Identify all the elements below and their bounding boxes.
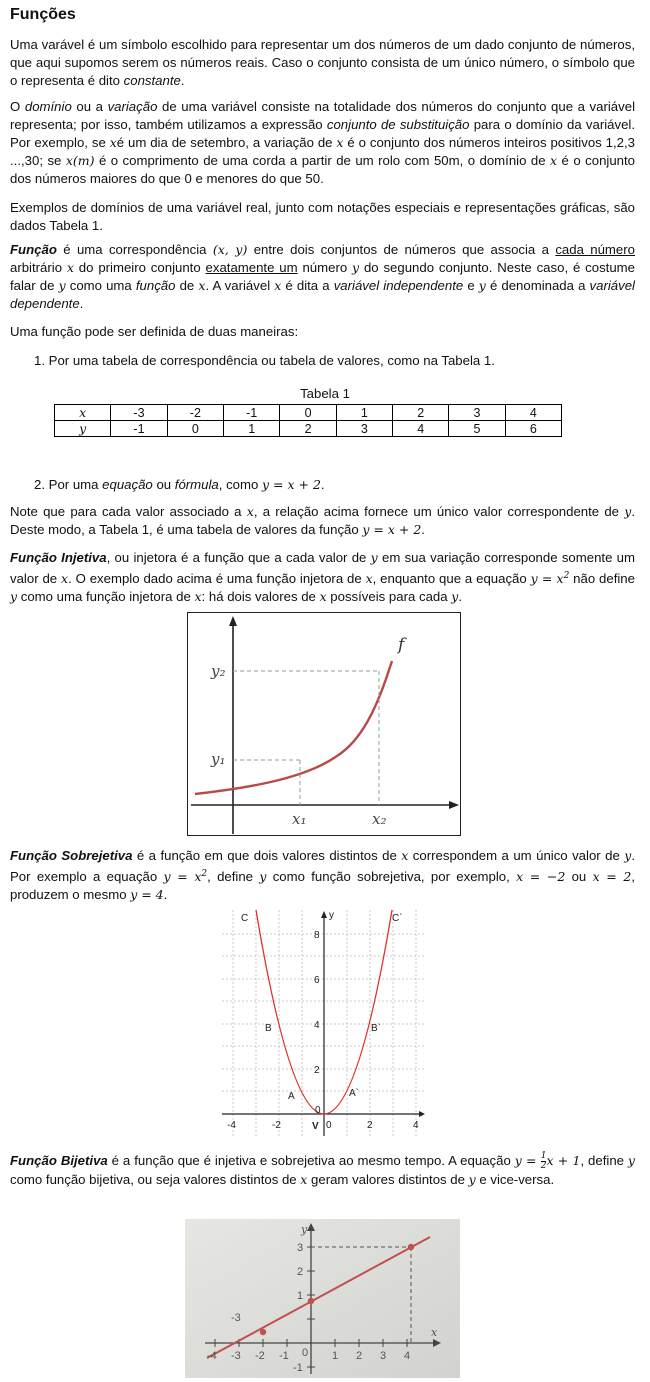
text: como uma bbox=[65, 278, 136, 293]
math-x: x bbox=[198, 278, 206, 293]
paragraph-funcao-definition bbox=[10, 241, 635, 313]
table-cell: -3 bbox=[111, 405, 167, 421]
text: . bbox=[180, 73, 185, 88]
tick-y-8: 8 bbox=[314, 930, 320, 941]
math-y: y bbox=[10, 589, 18, 605]
text: : há dois valores de bbox=[201, 589, 320, 605]
label-neg3: -3 bbox=[231, 1312, 241, 1324]
tick-x-neg4: -4 bbox=[207, 1350, 217, 1362]
math-x: x bbox=[300, 1172, 308, 1187]
paragraph-bijetiva bbox=[10, 1152, 635, 1189]
label-x2: x₂ bbox=[372, 810, 387, 828]
table-cell: -1 bbox=[111, 421, 167, 437]
term-funcao-italic: função bbox=[135, 278, 176, 293]
math-y: y bbox=[370, 550, 378, 565]
math-x: x bbox=[66, 260, 74, 275]
term-formula: fórmula bbox=[174, 477, 219, 492]
table-cell: 4 bbox=[505, 405, 561, 421]
label-x1: x₁ bbox=[292, 810, 307, 828]
figure-border bbox=[188, 613, 461, 836]
label-y1: y₁ bbox=[211, 750, 226, 768]
text: arbitrário bbox=[10, 260, 67, 275]
text: é a função que é injetiva e sobrejetiva ao mesmo tempo. A equação bbox=[107, 1153, 515, 1168]
superscript: 2 bbox=[201, 869, 208, 879]
text: é a função em que dois valores distintos de bbox=[132, 848, 402, 863]
text: ou bbox=[152, 477, 175, 492]
paragraph-two-ways: Uma função pode ser definida de duas maneiras: bbox=[10, 324, 299, 339]
text: entre dois conjuntos de números que associa a bbox=[247, 242, 556, 257]
injective-function-figure bbox=[187, 612, 461, 836]
math-y: y bbox=[352, 260, 360, 275]
text: não define bbox=[569, 571, 635, 587]
values-table bbox=[54, 404, 562, 437]
text: . Deste modo, a Tabela 1, é uma tabela de valores da função bbox=[10, 504, 635, 537]
label-C: C bbox=[241, 913, 249, 924]
x-axis-arrow bbox=[419, 1111, 425, 1117]
math-equation: y = x + 2 bbox=[262, 477, 321, 492]
table-cell: 0 bbox=[280, 405, 336, 421]
text: como função bijetiva, ou seja valores distintos de bbox=[10, 1172, 301, 1187]
math-y: y bbox=[468, 1172, 476, 1187]
table-cell: 3 bbox=[336, 421, 392, 437]
text: é o conjunto dos números inteiros positivos 1,2,3 ...,30; se bbox=[10, 135, 635, 168]
term-funcao-bijetiva: Função Bijetiva bbox=[10, 1153, 108, 1168]
tick-x-2: 2 bbox=[367, 1120, 373, 1131]
text: 2. Por uma bbox=[34, 477, 103, 492]
bijective-function-figure bbox=[185, 1219, 460, 1378]
table-cell: -2 bbox=[167, 405, 223, 421]
parabola-figure bbox=[222, 910, 425, 1136]
label-B: B bbox=[265, 1023, 272, 1034]
x-axis-arrow bbox=[449, 801, 459, 809]
math-x: x bbox=[109, 135, 117, 150]
math-x: x bbox=[319, 589, 327, 605]
label-y: y bbox=[329, 910, 334, 921]
text: y = bbox=[514, 1153, 541, 1168]
math-equation: y = 4 bbox=[130, 887, 164, 903]
text: . Por exemplo a equação bbox=[10, 848, 635, 885]
term-funcao-sobrejetiva: Função Sobrejetiva bbox=[10, 848, 133, 863]
math-y: y bbox=[259, 869, 267, 885]
table-cell: 2 bbox=[280, 421, 336, 437]
math-x: x bbox=[61, 571, 69, 587]
label-x: x bbox=[431, 1326, 438, 1339]
paragraph-domain bbox=[10, 98, 635, 188]
math-equation bbox=[514, 1151, 581, 1171]
label-A-prime: A` bbox=[349, 1088, 359, 1099]
tick-y-neg1: -1 bbox=[293, 1362, 303, 1374]
text: de bbox=[175, 278, 199, 293]
point-4-3 bbox=[408, 1244, 414, 1250]
table-head-y: y bbox=[55, 421, 111, 437]
denominator: 2 bbox=[540, 1161, 547, 1171]
y-axis-arrow bbox=[229, 616, 237, 626]
numerator: 1 bbox=[540, 1151, 547, 1161]
table-cell: 0 bbox=[167, 421, 223, 437]
function-curve bbox=[195, 661, 392, 794]
text: do segundo conjunto. Neste caso, é costume falar de bbox=[10, 260, 635, 293]
tick-y-2: 2 bbox=[314, 1065, 320, 1076]
table-cell: 1 bbox=[224, 421, 280, 437]
math-x: x bbox=[194, 589, 202, 605]
math-x: x bbox=[336, 135, 344, 150]
label-A: A bbox=[288, 1091, 295, 1102]
tick-x-4: 4 bbox=[404, 1350, 411, 1362]
text: . bbox=[320, 477, 325, 492]
paragraph-injetiva bbox=[10, 549, 635, 606]
text: é um dia de setembro, a variação de bbox=[116, 135, 337, 150]
math-y: y bbox=[451, 589, 459, 605]
text: O bbox=[10, 99, 25, 114]
text: para o domínio da variável. Por exemplo, se bbox=[10, 117, 635, 150]
math-equation: x = −2 bbox=[516, 869, 566, 885]
text: . bbox=[163, 887, 168, 903]
text: e bbox=[463, 278, 479, 293]
term-constante: constante bbox=[123, 73, 181, 88]
text: geram valores distintos de bbox=[307, 1172, 469, 1187]
paragraph-note bbox=[10, 503, 635, 539]
point-y-intercept bbox=[308, 1298, 314, 1304]
y-axis-arrow bbox=[321, 911, 327, 918]
tick-y-2: 2 bbox=[297, 1266, 304, 1278]
underlined-text: cada número bbox=[555, 242, 635, 257]
list-item-1: 1. Por uma tabela de correspondência ou tabela de valores, como na Tabela 1. bbox=[34, 353, 495, 368]
text: , como bbox=[218, 477, 263, 492]
math-x: x bbox=[274, 278, 282, 293]
table-cell: 3 bbox=[449, 405, 505, 421]
math-xy: (x, y) bbox=[212, 242, 248, 257]
text: . bbox=[421, 522, 425, 537]
table-cell: -1 bbox=[224, 405, 280, 421]
parabola-graph bbox=[222, 910, 425, 1136]
text: número bbox=[297, 260, 353, 275]
term-funcao: Função bbox=[10, 242, 57, 257]
point-x-intercept bbox=[260, 1329, 266, 1335]
tick-x-0: 0 bbox=[326, 1120, 332, 1131]
label-y: y bbox=[301, 1223, 308, 1236]
math-equation bbox=[164, 869, 208, 884]
math-y: y bbox=[58, 278, 66, 293]
paragraph-sobrejetiva bbox=[10, 847, 635, 904]
text: , define bbox=[207, 869, 260, 885]
table-cell: 1 bbox=[336, 405, 392, 421]
text: Uma varável é um símbolo escolhido para representar um dos números de um dado conjunto de números, que aqui supomos serem os números reais. Caso o conjunto consista de um único número, o símbolo que o representa é dito bbox=[10, 37, 635, 88]
math-equation: x = 2 bbox=[592, 869, 632, 885]
tick-x-neg3: -3 bbox=[231, 1350, 241, 1362]
tick-y-1: 1 bbox=[297, 1290, 304, 1302]
tick-x-4: 4 bbox=[413, 1120, 419, 1131]
tick-y-3: 3 bbox=[297, 1242, 304, 1254]
term-variacao: variação bbox=[107, 99, 158, 114]
tick-origin: 0 bbox=[315, 1105, 321, 1116]
underlined-text: exatamente um bbox=[205, 260, 298, 275]
tick-x-0: 0 bbox=[302, 1347, 309, 1359]
table-row-y bbox=[55, 421, 562, 437]
text: de uma variável consiste na totalidade dos números do conjunto que a variável representa; por isso, também utilizamos a expressão bbox=[10, 99, 635, 132]
paragraph-variable bbox=[10, 36, 635, 90]
text: y = x bbox=[163, 869, 202, 885]
bijective-graph bbox=[185, 1219, 460, 1378]
math-x: x bbox=[550, 153, 558, 168]
text: x + 1 bbox=[546, 1153, 581, 1168]
tick-y-4: 4 bbox=[314, 1020, 320, 1031]
text: ou a bbox=[71, 99, 108, 114]
label-C-prime: C` bbox=[392, 913, 403, 924]
list-item-2 bbox=[34, 476, 325, 494]
term-funcao-injetiva: Função Injetiva bbox=[10, 550, 107, 565]
text: , ou injetora é a função que a cada valor de bbox=[106, 550, 371, 565]
math-x: x bbox=[365, 571, 373, 587]
math-x: x bbox=[246, 504, 254, 519]
text: correspondem a um único valor de bbox=[408, 848, 625, 863]
tick-y-6: 6 bbox=[314, 975, 320, 986]
text: . O exemplo dado acima é uma função injetora de bbox=[68, 571, 366, 587]
table-caption: Tabela 1 bbox=[300, 386, 350, 401]
math-equation bbox=[531, 571, 570, 586]
text: possíveis para cada bbox=[326, 589, 452, 605]
tick-x-3: 3 bbox=[380, 1350, 387, 1362]
text: . bbox=[458, 589, 462, 605]
injective-graph bbox=[187, 612, 461, 836]
tick-x-1: 1 bbox=[332, 1350, 339, 1362]
text: , enquanto que a equação bbox=[372, 571, 531, 587]
tick-x-neg2: -2 bbox=[255, 1350, 265, 1362]
math-y: y bbox=[624, 848, 632, 863]
label-y2: y₂ bbox=[211, 662, 226, 680]
table-cell: 2 bbox=[393, 405, 449, 421]
label-V: V bbox=[312, 1121, 319, 1132]
text: como função sobrejetiva, por exemplo, bbox=[266, 869, 517, 885]
term-equacao: equação bbox=[102, 477, 153, 492]
text: em sua variação corresponde somente um valor de bbox=[10, 550, 635, 587]
tick-x-2: 2 bbox=[356, 1350, 363, 1362]
text: , produzem o mesmo bbox=[10, 869, 635, 903]
text: , a relação acima fornece um único valor correspondente de bbox=[253, 504, 625, 519]
label-B-prime: B` bbox=[371, 1023, 381, 1034]
text: é dita a bbox=[281, 278, 334, 293]
text: é denominada a bbox=[485, 278, 590, 293]
text: é o conjunto dos números maiores do que 0 e menores do que 50. bbox=[10, 153, 635, 186]
term-conjunto-substituicao: conjunto de substituição bbox=[326, 117, 470, 132]
math-x: x bbox=[401, 848, 409, 863]
table-head-x: x bbox=[55, 405, 111, 421]
text: y = x bbox=[530, 571, 564, 587]
math-xm: x(m) bbox=[65, 153, 95, 168]
text: Note que para cada valor associado a bbox=[10, 504, 247, 519]
math-y: y bbox=[627, 1153, 635, 1168]
text: como uma função injetora de bbox=[17, 589, 195, 605]
math-equation: y = x + 2 bbox=[362, 522, 422, 537]
text: é o comprimento de uma corda a partir de um rolo com 50m, o domínio de bbox=[94, 153, 551, 168]
term-dominio: domínio bbox=[24, 99, 72, 114]
text: . bbox=[79, 296, 84, 311]
term-variavel-independente: variável independente bbox=[333, 278, 464, 293]
tick-x-neg2: -2 bbox=[272, 1120, 281, 1131]
tick-x-neg1: -1 bbox=[279, 1350, 289, 1362]
math-y: y bbox=[624, 504, 632, 519]
text: é uma correspondência bbox=[56, 242, 213, 257]
text: , define bbox=[580, 1153, 628, 1168]
table-cell: 6 bbox=[505, 421, 561, 437]
tick-x-neg4: -4 bbox=[227, 1120, 236, 1131]
page-title: Funções bbox=[10, 6, 76, 23]
text: e vice-versa. bbox=[475, 1172, 555, 1187]
table-cell: 4 bbox=[393, 421, 449, 437]
table-cell: 5 bbox=[449, 421, 505, 437]
math-y: y bbox=[478, 278, 486, 293]
text: ou bbox=[565, 869, 593, 885]
table-row-x bbox=[55, 405, 562, 421]
superscript: 2 bbox=[563, 571, 570, 581]
text: do primeiro conjunto bbox=[73, 260, 206, 275]
term-variavel-dependente: variável dependente bbox=[10, 278, 635, 311]
text: . A variável bbox=[205, 278, 275, 293]
label-f: f bbox=[398, 635, 405, 655]
paragraph-examples: Exemplos de domínios de uma variável real, junto com notações especiais e representações gráficas, são dados Tabela 1. bbox=[10, 200, 635, 233]
